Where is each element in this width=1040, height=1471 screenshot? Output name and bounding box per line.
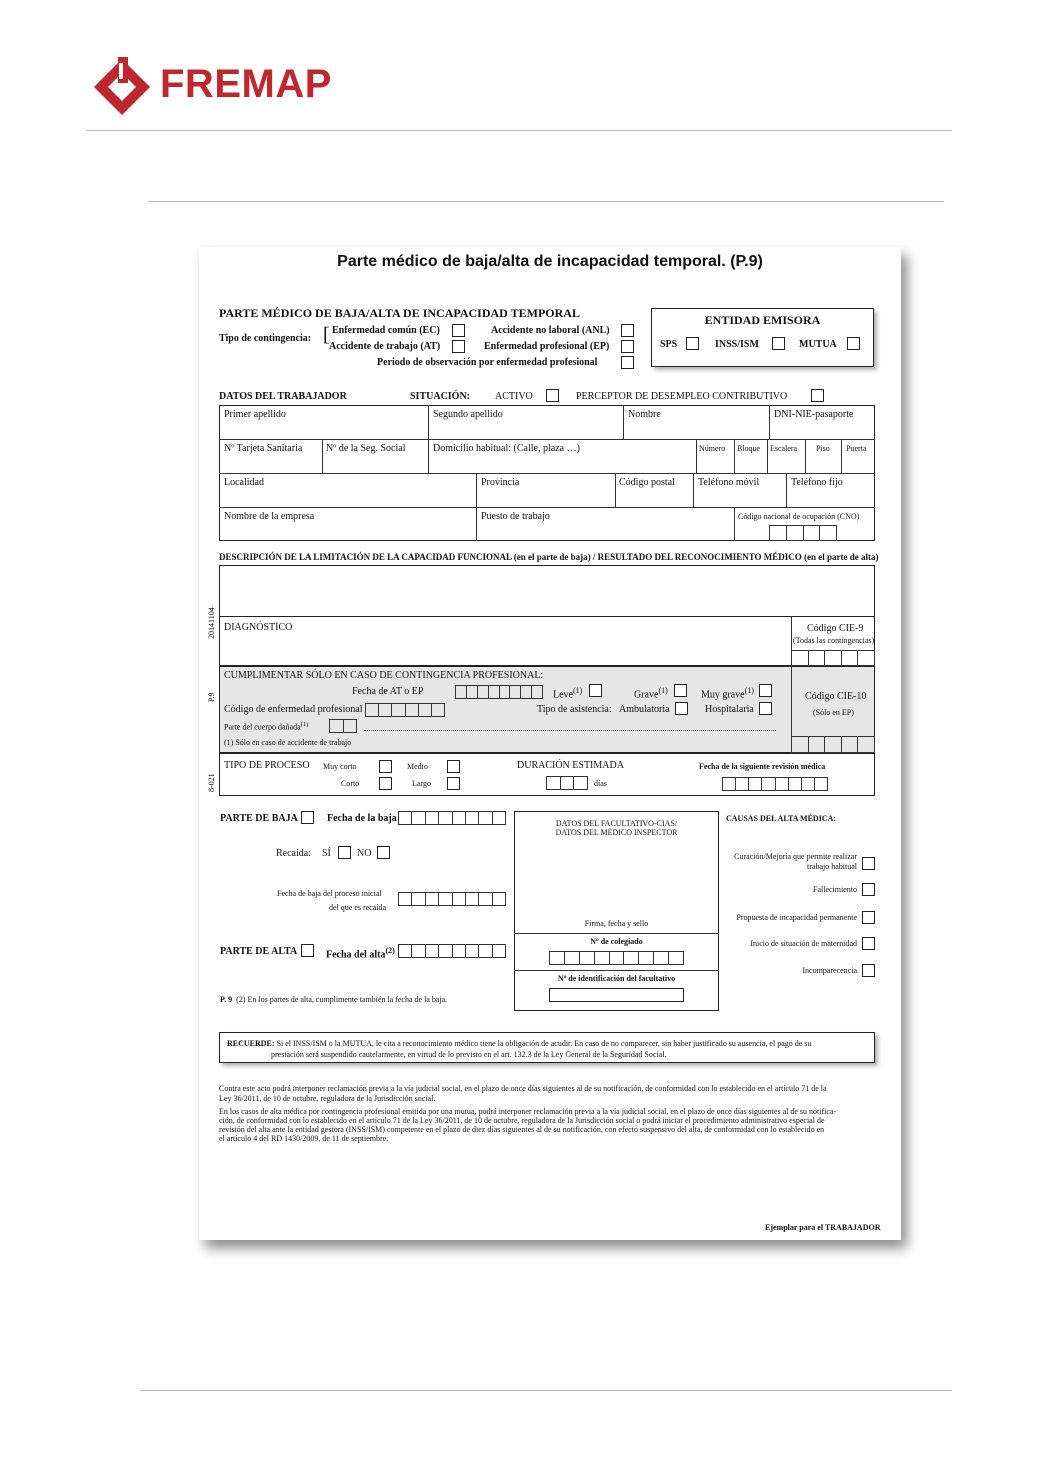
colegiado-label: Nº de colegiado bbox=[590, 937, 643, 946]
tipo-asistencia-label: Tipo de asistencia: bbox=[537, 704, 612, 715]
contingency-anl-label: Accidente no laboral (ANL) bbox=[491, 325, 610, 336]
field-fijo[interactable]: Teléfono fijo bbox=[791, 477, 843, 488]
entity-inss-label: INSS/ISM bbox=[715, 339, 759, 350]
medio-checkbox[interactable] bbox=[447, 760, 460, 773]
fecha-inicial-cells[interactable] bbox=[398, 892, 506, 906]
identificacion-field[interactable] bbox=[549, 988, 684, 1002]
field-nombre[interactable]: Nombre bbox=[628, 409, 661, 420]
entity-title: ENTIDAD EMISORA bbox=[704, 313, 821, 327]
entity-sps-label: SPS bbox=[660, 339, 678, 350]
description-box[interactable] bbox=[219, 565, 875, 617]
fecha-baja-label: Fecha de la baja bbox=[327, 813, 397, 824]
field-provincia[interactable]: Provincia bbox=[481, 477, 520, 488]
fallecimiento-checkbox[interactable] bbox=[862, 883, 875, 896]
professional-title: CUMPLIMENTAR SÓLO EN CASO DE CONTINGENCIA PROFESIONAL: bbox=[224, 670, 544, 681]
largo-label: Largo bbox=[412, 779, 431, 788]
contingency-brace: [ bbox=[323, 324, 330, 346]
muy-corto-checkbox[interactable] bbox=[379, 760, 392, 773]
contingency-label: Tipo de contingencia: bbox=[219, 333, 312, 344]
cno-cells[interactable] bbox=[769, 525, 837, 541]
propuesta-label: Propuesta de incapacidad permanente bbox=[736, 913, 857, 922]
curacion-label-2: trabajo habitual bbox=[807, 862, 857, 871]
diagnostic-box bbox=[219, 616, 875, 666]
ambulatoria-label: Ambulatoria bbox=[619, 704, 670, 715]
propuesta-checkbox[interactable] bbox=[862, 911, 875, 924]
form-sheet bbox=[199, 247, 901, 1240]
fecha-alta-label: Fecha del alta$^{(2)}$ bbox=[326, 946, 395, 961]
duracion-cells[interactable] bbox=[546, 776, 588, 790]
parte-baja-checkbox[interactable] bbox=[301, 811, 314, 824]
field-empresa[interactable]: Nombre de la empresa bbox=[224, 511, 315, 522]
field-numero[interactable]: Número bbox=[699, 444, 726, 453]
recaida-label: Recaída: bbox=[276, 848, 311, 859]
field-tarjeta[interactable]: Nº Tarjeta Sanitaria bbox=[224, 443, 303, 454]
professional-note: (1) Sólo en caso de accidente de trabajo bbox=[224, 738, 352, 747]
corto-label: Corto bbox=[341, 779, 360, 788]
identificacion-label: Nº de identificación del facultativo bbox=[557, 974, 676, 983]
muy-grave-checkbox[interactable] bbox=[759, 684, 772, 697]
parte-cuerpo-cells[interactable] bbox=[329, 719, 357, 733]
fecha-inicial-label-2: del que es recaída bbox=[329, 903, 387, 912]
recuerde-line-1: RECUERDE: Si el INSS/ISM o la MUTUA, le cita a reconocimiento médico tiene la obligación de acudir. En caso de no comparecer, sin haber justificado su ausencia, el pago de su bbox=[227, 1039, 812, 1048]
footer-copy: Ejemplar para el TRABAJADOR bbox=[765, 1223, 881, 1232]
contingency-ec-label: Enfermedad común (EC) bbox=[332, 325, 440, 336]
fecha-baja-cells[interactable] bbox=[398, 811, 506, 825]
incomparecencia-label: Incomparecencia bbox=[802, 966, 857, 975]
field-cp[interactable]: Código postal bbox=[619, 477, 675, 488]
field-apellido2[interactable]: Segundo apellido bbox=[433, 409, 503, 420]
contingency-ep-checkbox[interactable] bbox=[621, 340, 634, 353]
description-title: DESCRIPCIÓN DE LA LIMITACIÓN DE LA CAPACIDAD FUNCIONAL (en el parte de baja) / RESULTADO DEL RECONOCIMIENTO MÉDICO (en el parte de alta) bbox=[219, 552, 879, 562]
fallecimiento-label: Fallecimiento bbox=[813, 885, 857, 894]
contingency-obs-label: Periodo de observación por enfermedad profesional bbox=[377, 357, 598, 368]
codigo-ep-label: Código de enfermedad profesional bbox=[224, 704, 363, 715]
field-movil[interactable]: Teléfono móvil bbox=[698, 477, 760, 488]
parte-cuerpo-label: Parte del cuerpo dañada$^{(1)}$ bbox=[224, 721, 309, 732]
worker-title: DATOS DEL TRABAJADOR bbox=[219, 391, 347, 402]
field-localidad[interactable]: Localidad bbox=[224, 477, 264, 488]
form-header: PARTE MÉDICO DE BAJA/ALTA DE INCAPACIDAD TEMPORAL bbox=[219, 306, 580, 320]
contingency-anl-checkbox[interactable] bbox=[621, 324, 634, 337]
curacion-checkbox[interactable] bbox=[862, 857, 875, 870]
situation-label: SITUACIÓN: bbox=[410, 391, 471, 402]
process-title: TIPO DE PROCESO bbox=[224, 760, 310, 771]
dias-label: días bbox=[594, 779, 607, 788]
cie10-cells[interactable] bbox=[791, 736, 875, 753]
entity-mutua-checkbox[interactable] bbox=[847, 337, 860, 350]
perceptor-checkbox[interactable] bbox=[811, 389, 824, 402]
field-cno: Código nacional de ocupación (CNO) bbox=[738, 512, 860, 521]
contingency-at-label: Accidente de trabajo (AT) bbox=[329, 341, 441, 352]
parte-alta-checkbox[interactable] bbox=[301, 944, 314, 957]
active-checkbox[interactable] bbox=[546, 389, 559, 402]
active-label: ACTIVO bbox=[495, 391, 533, 402]
field-escalera[interactable]: Escalera bbox=[770, 444, 798, 453]
grave-label: Grave$^{(1)}$ bbox=[634, 686, 668, 701]
leve-label: Leve$^{(1)}$ bbox=[553, 686, 583, 701]
fecha-at-cells[interactable] bbox=[455, 685, 543, 699]
legal-line-6: el artículo 4 del RD 1430/2009, de 11 de septiembre. bbox=[219, 1134, 389, 1143]
cie9-cells[interactable] bbox=[791, 650, 875, 666]
parte-alta-label: PARTE DE ALTA bbox=[220, 946, 298, 957]
diagnostic-label[interactable]: DIAGNÓSTICO bbox=[224, 622, 293, 633]
revision-label: Fecha de la siguiente revisión médica bbox=[699, 762, 826, 771]
perceptor-label: PERCEPTOR DE DESEMPLEO CONTRIBUTIVO bbox=[576, 391, 788, 402]
entity-inss-checkbox[interactable] bbox=[772, 337, 785, 350]
fecha-at-label: Fecha de AT o EP bbox=[352, 686, 424, 697]
cie10-label: Código CIE-10 bbox=[805, 691, 867, 702]
medio-label: Medio bbox=[407, 762, 428, 771]
field-puesto[interactable]: Puesto de trabajo bbox=[481, 511, 550, 522]
cie9-note: (Todas las contingencias) bbox=[793, 636, 875, 645]
maternidad-label: Inicio de situación de maternidad bbox=[750, 939, 857, 948]
baja-note: P. 9 (2) En los partes de alta, cumplimente también la fecha de la baja. bbox=[220, 995, 448, 1004]
brand-name: FREMAP bbox=[160, 62, 332, 106]
facultativo-title-2: DATOS DEL MÉDICO INSPECTOR bbox=[555, 828, 678, 837]
bottom-divider bbox=[140, 1390, 952, 1391]
recaida-si-checkbox[interactable] bbox=[338, 846, 351, 859]
legal-line-1: Contra este acto podrá interponer reclamación previa a la vía judicial social, en el plazo de once días siguientes al de su notificación, de conformidad con lo establecido en el artículo 71 de la bbox=[219, 1084, 827, 1093]
contingency-obs-checkbox[interactable] bbox=[621, 356, 634, 369]
contingency-at-checkbox[interactable] bbox=[452, 340, 465, 353]
ambulatoria-checkbox[interactable] bbox=[675, 702, 688, 715]
field-puerta[interactable]: Puerta bbox=[846, 444, 867, 453]
field-bloque[interactable]: Bloque bbox=[737, 444, 761, 453]
recaida-no-label: NO bbox=[357, 848, 372, 859]
side-code-top: 20141104 bbox=[207, 607, 216, 639]
recaida-si-label: SÍ bbox=[322, 848, 331, 859]
contingency-ep-label: Enfermedad profesional (EP) bbox=[484, 341, 610, 352]
legal-line-5: revisión del alta ante la entidad gestora (INSS/ISM) competente en el plazo de diez días siguientes al de su notificación, con efecto suspensivo del alta, de conformidad con lo establecido en bbox=[219, 1125, 825, 1134]
form-title: Parte médico de baja/alta de incapacidad temporal. (P.9) bbox=[337, 253, 763, 270]
fremap-logo-icon bbox=[92, 57, 152, 117]
parte-baja-label: PARTE DE BAJA bbox=[220, 813, 298, 824]
incomparecencia-checkbox[interactable] bbox=[862, 964, 875, 977]
maternidad-checkbox[interactable] bbox=[862, 937, 875, 950]
cie9-label: Código CIE-9 bbox=[807, 623, 864, 634]
contingency-ec-checkbox[interactable] bbox=[452, 324, 465, 337]
largo-checkbox[interactable] bbox=[447, 777, 460, 790]
recaida-no-checkbox[interactable] bbox=[377, 846, 390, 859]
top-divider bbox=[86, 130, 952, 131]
fecha-alta-cells[interactable] bbox=[398, 944, 506, 958]
muy-corto-label: Muy corto bbox=[323, 762, 357, 771]
sub-divider bbox=[148, 201, 944, 202]
entity-mutua-label: MUTUA bbox=[799, 339, 837, 350]
field-piso[interactable]: Piso bbox=[816, 444, 830, 453]
curacion-label-1: Curación/Mejoría que permite realizar bbox=[734, 852, 857, 861]
side-code-mid: P.9 bbox=[207, 692, 216, 702]
field-apellido1[interactable]: Primer apellido bbox=[224, 409, 286, 420]
parte-cuerpo-line[interactable] bbox=[364, 730, 776, 731]
hospitalaria-label: Hospitalaria bbox=[705, 704, 754, 715]
field-domicilio[interactable]: Domicilio habitual: (Calle, plaza …) bbox=[433, 443, 580, 454]
grave-checkbox[interactable] bbox=[674, 684, 687, 697]
colegiado-cells[interactable] bbox=[549, 951, 684, 965]
causas-title: CAUSAS DEL ALTA MÉDICA: bbox=[726, 814, 837, 823]
revision-cells[interactable] bbox=[722, 777, 828, 791]
recuerde-line-2: prestación será suspendido cautelarmente, en virtud de lo previsto en el art. 132.3 de la Ley General de la Seguridad Social. bbox=[271, 1050, 667, 1059]
legal-line-3: En los casos de alta médica por contingencia profesional emitida por una mutua, podrá interponer reclamación previa a la vía judicial social, en el plazo de once días siguientes al de su notifica- bbox=[219, 1107, 837, 1116]
side-code-bottom: 8-021 bbox=[207, 773, 216, 792]
duracion-label: DURACIÓN ESTIMADA bbox=[517, 760, 624, 771]
corto-checkbox[interactable] bbox=[379, 777, 392, 790]
entity-sps-checkbox[interactable] bbox=[686, 337, 699, 350]
hospitalaria-checkbox[interactable] bbox=[759, 702, 772, 715]
facultativo-title-1: DATOS DEL FACULTATIVO-CIAS/ bbox=[555, 819, 678, 828]
fecha-inicial-label-1: Fecha de baja del proceso inicial bbox=[277, 889, 382, 898]
codigo-ep-cells[interactable] bbox=[365, 703, 445, 717]
firma-label[interactable]: Firma, fecha y sello bbox=[584, 919, 649, 928]
muy-grave-label: Muy grave$^{(1)}$ bbox=[701, 686, 754, 701]
leve-checkbox[interactable] bbox=[589, 684, 602, 697]
legal-line-4: ción, de conformidad con lo establecido en el artículo 71 de la Ley 36/2011, de 10 de octubre, reguladora de la Jurisdicción social o podrá iniciar el procedimiento administrativo especial de bbox=[219, 1116, 825, 1125]
field-dni[interactable]: DNI-NIE-pasaporte bbox=[774, 409, 854, 420]
field-seg-social[interactable]: Nº de la Seg. Social bbox=[326, 443, 406, 454]
legal-line-2: Ley 36/2011, de 10 de octubre, reguladora de la Jurisdicción social. bbox=[219, 1094, 436, 1103]
cie10-note: (Sólo en EP) bbox=[813, 708, 854, 717]
